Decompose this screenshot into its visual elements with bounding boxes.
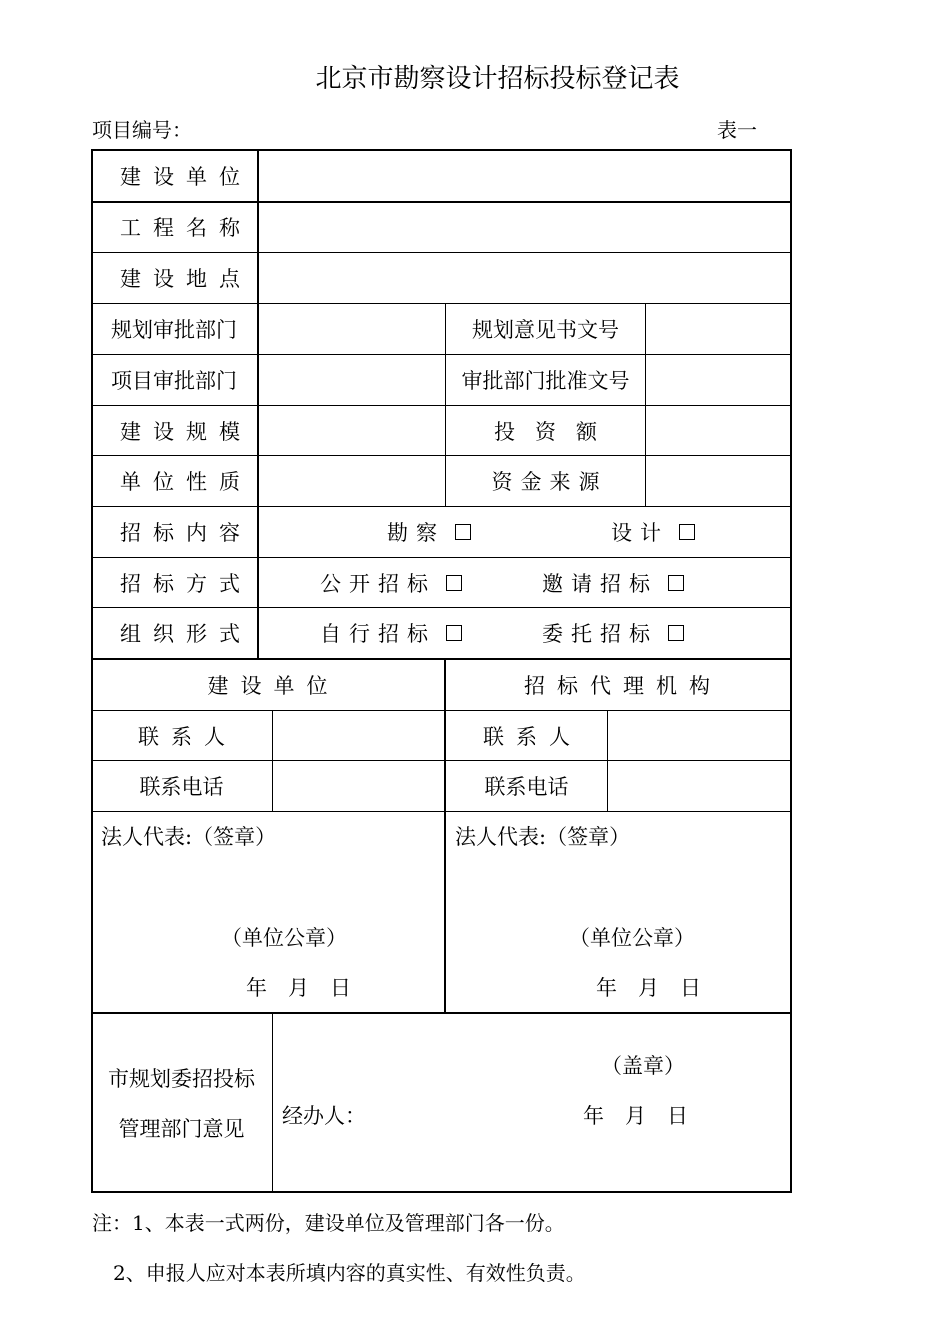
table-number: 表一: [717, 118, 757, 142]
left-phone-label: 联系电话: [139, 775, 224, 799]
entrust-checkbox[interactable]: [668, 625, 684, 641]
form-title: 北京市勘察设计招标投标登记表: [315, 64, 680, 94]
option-survey-label: 勘察: [387, 521, 445, 545]
approval-date: 年 月 日: [583, 1104, 688, 1128]
label-investment: 投资额: [494, 419, 617, 444]
fund-source-field[interactable]: [646, 456, 788, 506]
option-invite[interactable]: [534, 558, 704, 607]
right-contact-person-field[interactable]: [608, 711, 788, 760]
contacts-right-header: 招标代理机构: [524, 674, 722, 698]
label-unit-nature: 单位性质: [120, 470, 252, 494]
unit-nature-field[interactable]: [259, 456, 445, 506]
col-line: [272, 1012, 273, 1192]
note-1: 注：1、本表一式两份，建设单位及管理部门各一份。: [92, 1211, 565, 1235]
project-name-field[interactable]: [259, 202, 788, 252]
planning-dept-field[interactable]: [259, 304, 445, 354]
self-checkbox[interactable]: [446, 625, 462, 641]
label-project-name: 工程名称: [120, 216, 252, 240]
option-invite-label: 邀请招标: [542, 571, 658, 596]
left-unit-seal: （单位公章）: [221, 926, 347, 950]
label-scale: 建设规模: [120, 419, 252, 444]
right-legal-rep: 法人代表:（签章）: [455, 825, 631, 849]
option-design-label: 设计: [611, 521, 669, 545]
option-self-label: 自行招标: [320, 622, 436, 646]
option-design[interactable]: [603, 507, 723, 557]
construction-site-field[interactable]: [259, 253, 788, 303]
approval-doc-no-field[interactable]: [646, 355, 788, 405]
right-phone-label: 联系电话: [484, 775, 569, 799]
registration-table: [91, 149, 792, 1193]
label-construction-site: 建设地点: [120, 267, 252, 291]
option-survey[interactable]: [379, 507, 469, 557]
left-contact-person-field[interactable]: [273, 711, 444, 760]
label-planning-dept: 规划审批部门: [111, 318, 237, 342]
left-legal-rep: 法人代表:（签章）: [101, 825, 277, 849]
row-line: [91, 811, 792, 812]
approval-label-line2: 管理部门意见: [118, 1117, 245, 1141]
note-2: 2、申报人应对本表所填内容的真实性、有效性负责。: [113, 1261, 586, 1285]
left-contact-person-label: 联系人: [138, 724, 237, 749]
option-open-label: 公开招标: [320, 571, 436, 596]
scale-field[interactable]: [259, 406, 445, 455]
contacts-left-header: 建设单位: [207, 674, 340, 698]
left-date: 年 月 日: [246, 976, 351, 1000]
open-checkbox[interactable]: [446, 575, 462, 591]
row-line: [91, 1012, 792, 1014]
label-project-dept: 项目审批部门: [111, 369, 237, 393]
label-fund-source: 资金来源: [491, 470, 608, 494]
planning-doc-no-field[interactable]: [646, 304, 788, 354]
design-checkbox[interactable]: [679, 524, 695, 540]
right-contact-person-label: 联系人: [483, 724, 582, 749]
option-entrust-label: 委托招标: [542, 622, 658, 646]
left-phone-field[interactable]: [273, 761, 444, 811]
label-organization: 组织形式: [120, 622, 252, 646]
right-phone-field[interactable]: [608, 761, 788, 811]
project-dept-field[interactable]: [259, 355, 445, 405]
right-date: 年 月 日: [596, 976, 701, 1000]
invite-checkbox[interactable]: [668, 575, 684, 591]
label-planning-doc-no: 规划意见书文号: [472, 318, 619, 342]
option-open[interactable]: [312, 558, 472, 607]
label-construction-unit: 建设单位: [120, 165, 252, 189]
investment-field[interactable]: [646, 406, 788, 455]
label-tender-content: 招标内容: [120, 521, 252, 545]
label-tender-method: 招标方式: [120, 571, 252, 596]
project-number-label: 项目编号：: [92, 118, 192, 142]
option-entrust[interactable]: [534, 608, 704, 658]
label-approval-doc-no: 审批部门批准文号: [461, 369, 630, 393]
approval-handler: 经办人：: [282, 1104, 366, 1128]
option-self[interactable]: [312, 608, 472, 658]
survey-checkbox[interactable]: [455, 524, 471, 540]
construction-unit-field[interactable]: [259, 151, 788, 201]
approval-seal: （盖章）: [601, 1054, 685, 1078]
approval-label-line1: 市规划委招投标: [108, 1067, 255, 1091]
right-unit-seal: （单位公章）: [569, 926, 695, 950]
